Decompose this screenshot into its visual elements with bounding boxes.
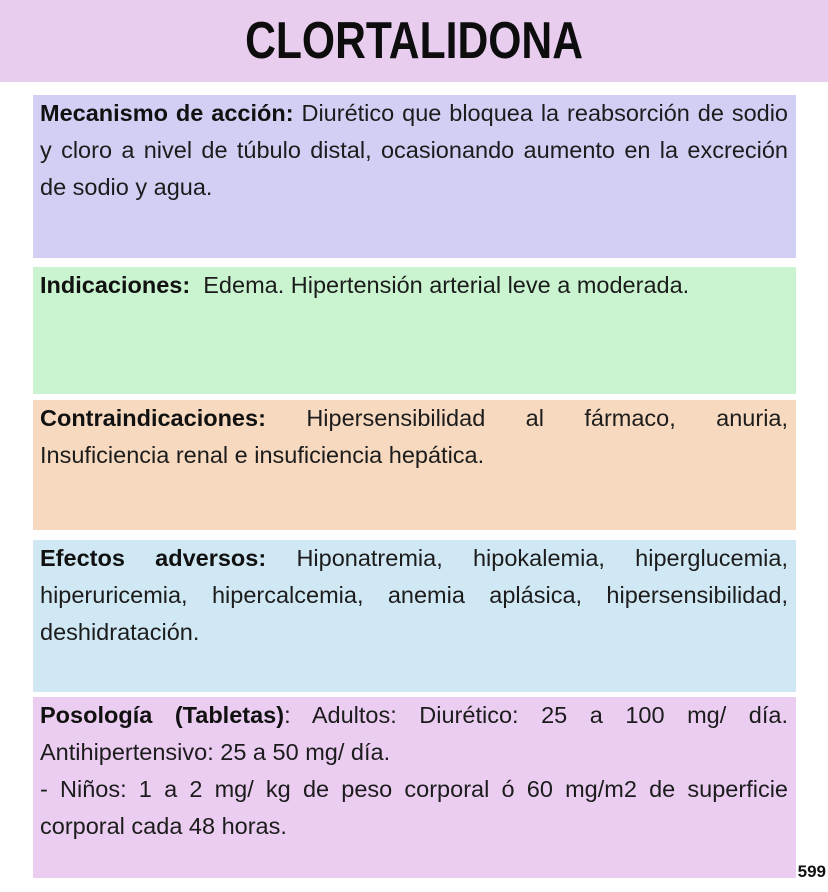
posologia-section <box>33 697 796 878</box>
contraindicaciones-section <box>33 400 796 530</box>
posologia-text: : Adultos: Diurético: 25 a 100 mg/ día. Antihipertensivo: 25 a 50 mg/ día. <box>40 702 788 765</box>
mecanismo-label: Mecanismo de acción: <box>40 100 294 126</box>
mecanismo-section <box>33 95 796 258</box>
efectos-text: Hiponatremia, hipokalemia, hiperglucemia, hiperuricemia, hipercalcemia, anemia aplásica, hipersensibilidad, deshidratación. <box>40 545 788 645</box>
posologia-adultos <box>40 697 788 771</box>
posologia-label: Posología (Tabletas) <box>40 702 285 728</box>
posologia-ninos: - Niños: 1 a 2 mg/ kg de peso corporal ó 60 mg/m2 de superficie corporal cada 48 horas. <box>40 776 788 839</box>
page-title: CLORTALIDONA <box>245 12 583 70</box>
title-banner <box>0 0 828 82</box>
mecanismo-text: Diurético que bloquea la reabsorción de sodio y cloro a nivel de túbulo distal, ocasionando aumento en la excreción de sodio y agua. <box>40 100 789 200</box>
contraindicaciones-text: Hipersensibilidad al fármaco, anuria, Insuficiencia renal e insuficiencia hepática. <box>40 405 789 468</box>
page-number: 599 <box>797 862 826 881</box>
indicaciones-text: Edema. Hipertensión arterial leve a moderada. <box>203 272 690 298</box>
efectos-section <box>33 540 796 692</box>
efectos-label: Efectos adversos: <box>40 545 267 571</box>
indicaciones-label: Indicaciones: <box>40 272 191 298</box>
contraindicaciones-label: Contraindicaciones: <box>40 405 266 431</box>
indicaciones-section <box>33 267 796 394</box>
